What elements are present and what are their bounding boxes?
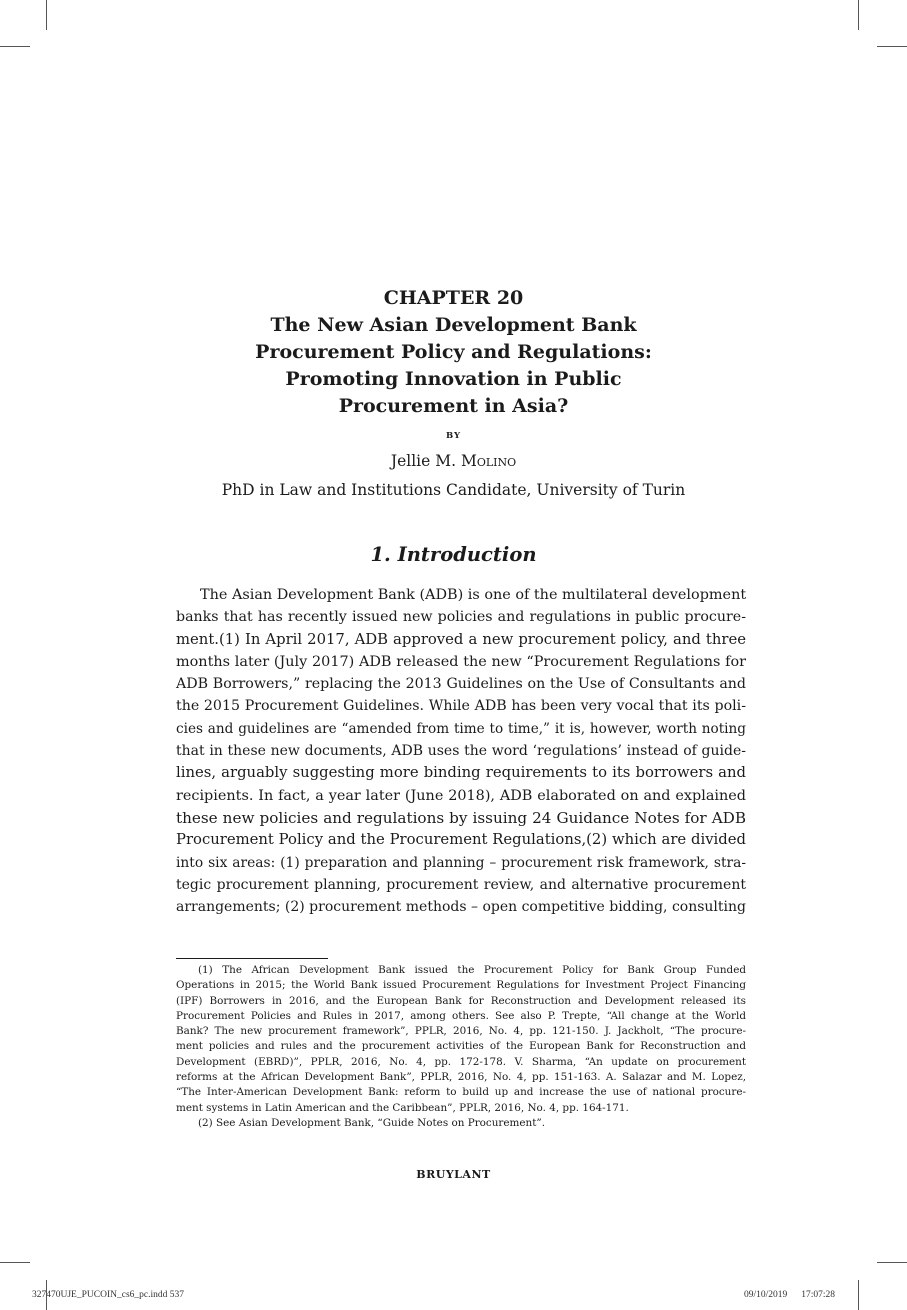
body-line: the 2015 Procurement Guidelines. While ADB has been very vocal that its poli- bbox=[176, 698, 746, 715]
body-line: that in these new documents, ADB uses the word ‘regulations’ instead of guide- bbox=[176, 743, 746, 760]
crop-mark-top-left bbox=[46, 0, 47, 30]
author-name bbox=[0, 452, 907, 470]
chapter-title-line: Promoting Innovation in Public bbox=[285, 368, 622, 390]
crop-mark-bottom-right bbox=[858, 1280, 859, 1310]
crop-mark-right-top bbox=[877, 46, 907, 47]
slug-filename: 327470UJE_PUCOIN_cs6_pc.indd 537 bbox=[32, 1290, 184, 1300]
footnote-line: (IPF) Borrowers in 2016, and the European Bank for Reconstruction and Development released its bbox=[176, 994, 746, 1007]
body-line: ment.(1) In April 2017, ADB approved a new procurement policy, and three bbox=[176, 630, 746, 648]
author-affiliation: PhD in Law and Institutions Candidate, University of Turin bbox=[221, 481, 686, 499]
body-line: lines, arguably suggesting more binding requirements to its borrowers and bbox=[176, 764, 746, 782]
footnote-line: ment policies and rules and the procurement activities of the European Bank for Reconstruction and bbox=[176, 1040, 746, 1053]
footnote-line: (1) The African Development Bank issued the Procurement Policy for Bank Group Funded bbox=[198, 964, 746, 976]
slug-date: 09/10/2019 bbox=[744, 1290, 788, 1300]
body-line: banks that has recently issued new policies and regulations in public procure- bbox=[176, 609, 746, 626]
section-heading: 1. Introduction bbox=[370, 543, 537, 566]
footnotes bbox=[176, 963, 746, 1131]
slug-timestamp bbox=[744, 1290, 835, 1300]
chapter-heading bbox=[0, 285, 907, 420]
footnote-line: “The Inter-American Development Bank: reform to build up and increase the use of national procure- bbox=[176, 1086, 746, 1099]
crop-mark-top-right bbox=[858, 0, 859, 30]
crop-mark-left-top bbox=[0, 46, 30, 47]
footnote-line: Bank? The new procurement framework”, PPLR, 2016, No. 4, pp. 121-150. J. Jackholt, “The procure- bbox=[176, 1025, 746, 1038]
crop-mark-right-bottom bbox=[877, 1262, 907, 1263]
footnote-rule bbox=[176, 958, 328, 959]
footnote-line: Development (EBRD)”, PPLR, 2016, No. 4, pp. 172-178. V. Sharma, “An update on procurement bbox=[176, 1055, 746, 1068]
footnote-line: Procurement Policies and Rules in 2017, among others. See also P. Trepte, “All change at the World bbox=[176, 1009, 746, 1022]
byline-by: BY bbox=[445, 431, 462, 441]
crop-mark-left-bottom bbox=[0, 1262, 30, 1263]
slug-time: 17:07:28 bbox=[801, 1290, 836, 1300]
body-text bbox=[176, 584, 746, 918]
publisher-footer: BRUYLANT bbox=[416, 1168, 491, 1181]
chapter-title-line: Procurement in Asia? bbox=[338, 395, 569, 417]
body-line: these new policies and regulations by issuing 24 Guidance Notes for ADB bbox=[176, 808, 746, 827]
body-line: recipients. In fact, a year later (June 2018), ADB elaborated on and explained bbox=[176, 787, 746, 804]
footnote-line: reforms at the African Development Bank”, PPLR, 2016, No. 4, pp. 151-163. A. Salazar and M. Lopez, bbox=[176, 1071, 746, 1084]
body-line: into six areas: (1) preparation and planning – procurement risk framework, stra- bbox=[176, 854, 746, 871]
footnote-line: (2) See Asian Development Bank, “Guide Notes on Procurement”. bbox=[198, 1116, 546, 1129]
author-last-name: Molino bbox=[460, 452, 517, 470]
body-line: cies and guidelines are “amended from time to time,” it is, however, worth noting bbox=[176, 720, 746, 737]
author-first-name: Jellie M. bbox=[390, 452, 457, 470]
chapter-title-line: Procurement Policy and Regulations: bbox=[255, 341, 652, 363]
chapter-number: CHAPTER 20 bbox=[383, 287, 524, 309]
body-line: tegic procurement planning, procurement review, and alternative procurement bbox=[176, 876, 746, 893]
body-line: months later (July 2017) ADB released the new “Procurement Regulations for bbox=[176, 653, 746, 670]
body-line: The Asian Development Bank (ADB) is one of the multilateral development bbox=[200, 587, 747, 603]
body-line: ADB Borrowers,” replacing the 2013 Guidelines on the Use of Consultants and bbox=[176, 676, 746, 693]
footnote-line: Operations in 2015; the World Bank issued Procurement Regulations for Investment Project Financing bbox=[176, 979, 746, 992]
footnote-line: ment systems in Latin American and the Caribbean”, PPLR, 2016, No. 4, pp. 164-171. bbox=[176, 1101, 629, 1114]
body-line: arrangements; (2) procurement methods – open competitive bidding, consulting bbox=[176, 899, 746, 916]
chapter-title-line: The New Asian Development Bank bbox=[270, 314, 637, 336]
body-line: Procurement Policy and the Procurement Regulations,(2) which are divided bbox=[176, 831, 746, 849]
